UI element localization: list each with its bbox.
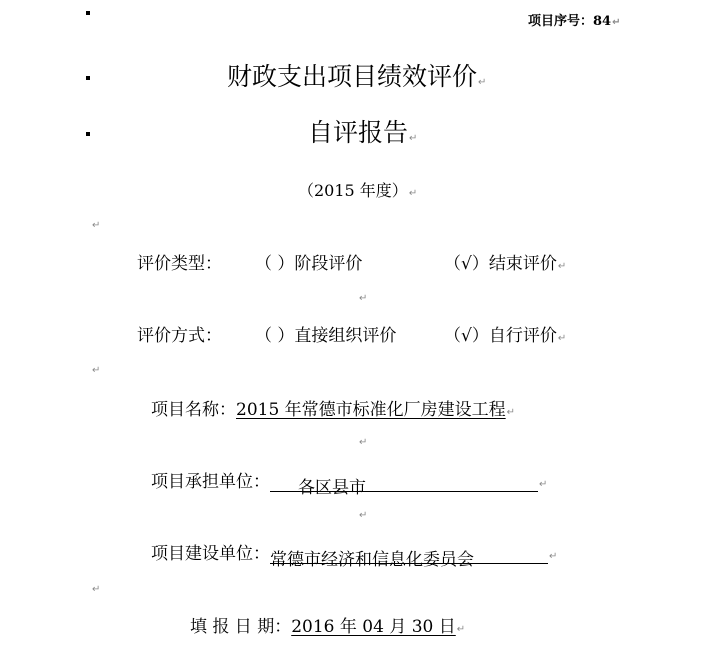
paragraph-mark: ↵ — [359, 437, 368, 448]
paragraph-mark: ↵ — [557, 261, 567, 272]
margin-bullet — [86, 11, 90, 15]
eval-method-label: 评价方式： — [137, 326, 222, 346]
paragraph-mark: ↵ — [557, 333, 567, 344]
eval-type-row — [137, 249, 222, 274]
project-name-label: 项目名称： — [151, 400, 236, 420]
paragraph-mark: ↵ — [506, 407, 516, 418]
paragraph-mark: ↵ — [456, 624, 466, 635]
project-name-value: 2015 年常德市标准化厂房建设工程 — [236, 400, 506, 420]
report-year: （2015 年度）↵ — [298, 181, 418, 200]
construction-unit-label: 项目建设单位： — [151, 544, 270, 564]
project-name-row — [151, 395, 515, 420]
paragraph-mark: ↵ — [549, 551, 558, 562]
fill-date-value: 2016 年 04 月 30 日 — [291, 617, 456, 637]
eval-method-row — [137, 321, 222, 346]
margin-bullet — [86, 132, 90, 136]
construction-unit-value: 常德市经济和信息化委员会 — [270, 550, 474, 570]
undertaking-unit-label: 项目承担单位： — [151, 472, 270, 492]
report-title-line2: 自评报告↵ — [308, 118, 418, 147]
eval-type-option-stage: （ ）阶段评价 — [255, 254, 363, 274]
margin-bullet — [86, 76, 90, 80]
undertaking-unit-field — [270, 473, 538, 498]
paragraph-mark: ↵ — [92, 365, 101, 376]
paragraph-mark: ↵ — [92, 584, 101, 595]
paragraph-mark: ↵ — [539, 479, 548, 490]
serial-label: 项目序号： — [528, 14, 594, 29]
eval-type-option-final: （√）结束评价↵ — [444, 254, 567, 274]
paragraph-mark: ↵ — [409, 133, 418, 144]
report-title-line1: 财政支出项目绩效评价↵ — [227, 62, 487, 91]
paragraph-mark: ↵ — [359, 293, 368, 304]
paragraph-mark: ↵ — [612, 17, 621, 28]
fill-date-label: 填 报 日 期： — [190, 617, 292, 637]
paragraph-mark: ↵ — [478, 77, 487, 88]
construction-unit-field — [270, 545, 548, 570]
eval-method-option-direct: （ ）直接组织评价 — [255, 326, 397, 346]
paragraph-mark: ↵ — [359, 510, 368, 521]
project-serial — [528, 10, 621, 29]
eval-method-option-self: （√）自行评价↵ — [444, 326, 567, 346]
undertaking-unit-value: 各区县市 — [298, 478, 366, 498]
undertaking-unit-row — [151, 467, 548, 498]
construction-unit-row — [151, 539, 558, 570]
paragraph-mark: ↵ — [92, 220, 101, 231]
fill-date-row — [190, 612, 465, 637]
serial-value: 84 — [593, 14, 612, 29]
paragraph-mark: ↵ — [408, 188, 418, 199]
eval-type-label: 评价类型： — [137, 254, 222, 274]
